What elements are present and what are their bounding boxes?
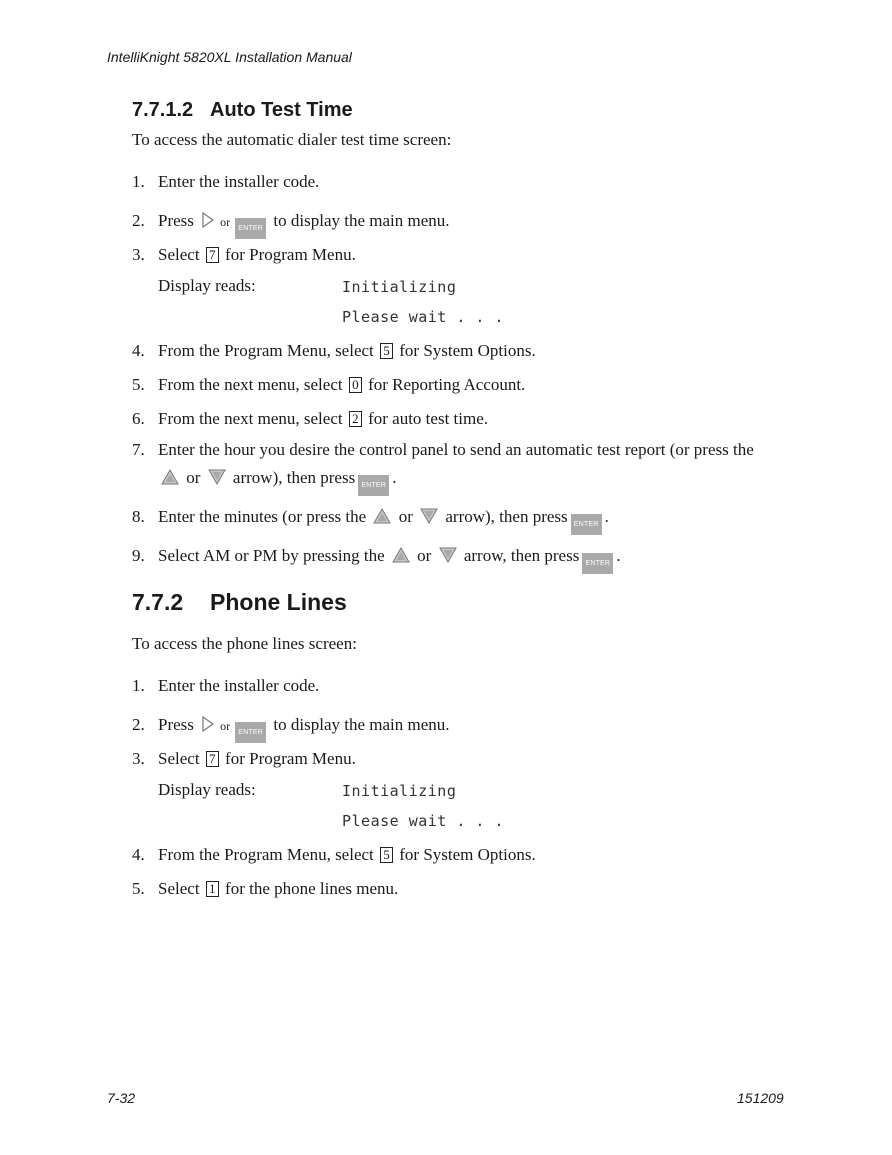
period: . <box>604 507 609 526</box>
step-text: Enter the installer code. <box>158 676 320 695</box>
step-number: 4. <box>132 341 145 360</box>
step-3 <box>132 749 356 769</box>
or-text: or <box>417 546 432 565</box>
enter-key-icon: ENTER <box>582 553 613 574</box>
step-text: arrow, then press <box>463 546 580 565</box>
right-arrow-icon <box>201 212 215 228</box>
step-text: Press <box>158 715 194 734</box>
section-title: Phone Lines <box>210 589 347 615</box>
down-arrow-icon <box>208 469 226 485</box>
key-icon: 0 <box>349 377 362 393</box>
enter-key-icon: ENTER <box>235 722 266 743</box>
step-text: Select <box>158 879 200 898</box>
step-text: Select <box>158 245 200 264</box>
step-5 <box>132 879 398 899</box>
down-arrow-icon <box>439 547 457 563</box>
lcd-line-2: Please wait . . . <box>342 812 505 830</box>
key-icon: 5 <box>380 343 393 359</box>
key-icon: 7 <box>206 247 219 263</box>
enter-key-icon: ENTER <box>358 475 389 496</box>
step-text: to display the main menu. <box>273 715 450 734</box>
step-text: Enter the minutes (or press the <box>158 507 367 526</box>
step-text: for System Options. <box>399 845 536 864</box>
key-icon: 1 <box>206 881 219 897</box>
enter-key-icon: ENTER <box>571 514 602 535</box>
step-number: 5. <box>132 375 145 394</box>
step-number: 7. <box>132 440 145 459</box>
step-8 <box>132 507 609 535</box>
or-text: or <box>186 468 201 487</box>
step-6 <box>132 409 488 429</box>
display-reads-label: Display reads: <box>158 276 256 295</box>
step-4 <box>132 845 536 865</box>
step-7 <box>132 440 754 460</box>
step-number: 9. <box>132 546 145 565</box>
step-text: From the Program Menu, select <box>158 845 374 864</box>
or-text: or <box>398 507 413 526</box>
step-text: to display the main menu. <box>273 211 450 230</box>
step-number: 5. <box>132 879 145 898</box>
step-number: 8. <box>132 507 145 526</box>
step-text: for System Options. <box>399 341 536 360</box>
up-arrow-icon <box>161 469 179 485</box>
section-intro: To access the phone lines screen: <box>132 634 357 653</box>
step-1 <box>132 172 319 192</box>
step-number: 1. <box>132 172 145 191</box>
key-icon: 5 <box>380 847 393 863</box>
step-text: Enter the hour you desire the control panel to send an automatic test report (or press the <box>158 440 754 459</box>
step-2 <box>132 715 450 743</box>
step-number: 2. <box>132 211 145 230</box>
step-text: for Program Menu. <box>225 245 356 264</box>
section-heading-auto-test-time <box>132 99 353 122</box>
up-arrow-icon <box>392 547 410 563</box>
section-title: Auto Test Time <box>210 99 353 121</box>
step-text: Enter the installer code. <box>158 172 320 191</box>
step-text: for Reporting Account. <box>368 375 526 394</box>
period: . <box>616 546 621 565</box>
step-4 <box>132 341 536 361</box>
or-text: or <box>220 215 231 229</box>
step-text: arrow), then press <box>232 468 356 487</box>
step-7-continuation <box>158 468 396 496</box>
step-5 <box>132 375 525 395</box>
step-3 <box>132 245 356 265</box>
section-intro: To access the automatic dialer test time screen: <box>132 130 452 149</box>
step-text: arrow), then press <box>445 507 568 526</box>
right-arrow-icon <box>201 716 215 732</box>
section-number: 7.7.2 <box>132 589 184 615</box>
key-icon: 2 <box>349 411 362 427</box>
step-text: From the next menu, select <box>158 375 343 394</box>
step-text: Press <box>158 211 194 230</box>
lcd-line-1: Initializing <box>342 782 457 800</box>
step-text: for the phone lines menu. <box>225 879 399 898</box>
down-arrow-icon <box>420 508 438 524</box>
step-number: 3. <box>132 749 145 768</box>
step-text: Select AM or PM by pressing the <box>158 546 385 565</box>
step-1 <box>132 676 319 696</box>
step-text: Select <box>158 749 200 768</box>
step-text: for auto test time. <box>368 409 489 428</box>
enter-key-icon: ENTER <box>235 218 266 239</box>
step-number: 1. <box>132 676 145 695</box>
step-text: From the Program Menu, select <box>158 341 374 360</box>
document-number: 151209 <box>737 1090 784 1106</box>
step-number: 6. <box>132 409 145 428</box>
lcd-line-1: Initializing <box>342 278 457 296</box>
step-number: 4. <box>132 845 145 864</box>
page-number: 7-32 <box>107 1090 136 1106</box>
step-2 <box>132 211 450 239</box>
section-number: 7.7.1.2 <box>132 99 194 121</box>
section-heading-phone-lines <box>132 589 347 616</box>
running-header: IntelliKnight 5820XL Installation Manual <box>107 49 352 65</box>
step-number: 2. <box>132 715 145 734</box>
or-text: or <box>220 719 231 733</box>
up-arrow-icon <box>373 508 391 524</box>
display-reads-label: Display reads: <box>158 780 256 799</box>
step-text: for Program Menu. <box>225 749 356 768</box>
lcd-line-2: Please wait . . . <box>342 308 505 326</box>
key-icon: 7 <box>206 751 219 767</box>
step-9 <box>132 546 621 574</box>
period: . <box>392 468 397 487</box>
step-number: 3. <box>132 245 145 264</box>
step-text: From the next menu, select <box>158 409 343 428</box>
